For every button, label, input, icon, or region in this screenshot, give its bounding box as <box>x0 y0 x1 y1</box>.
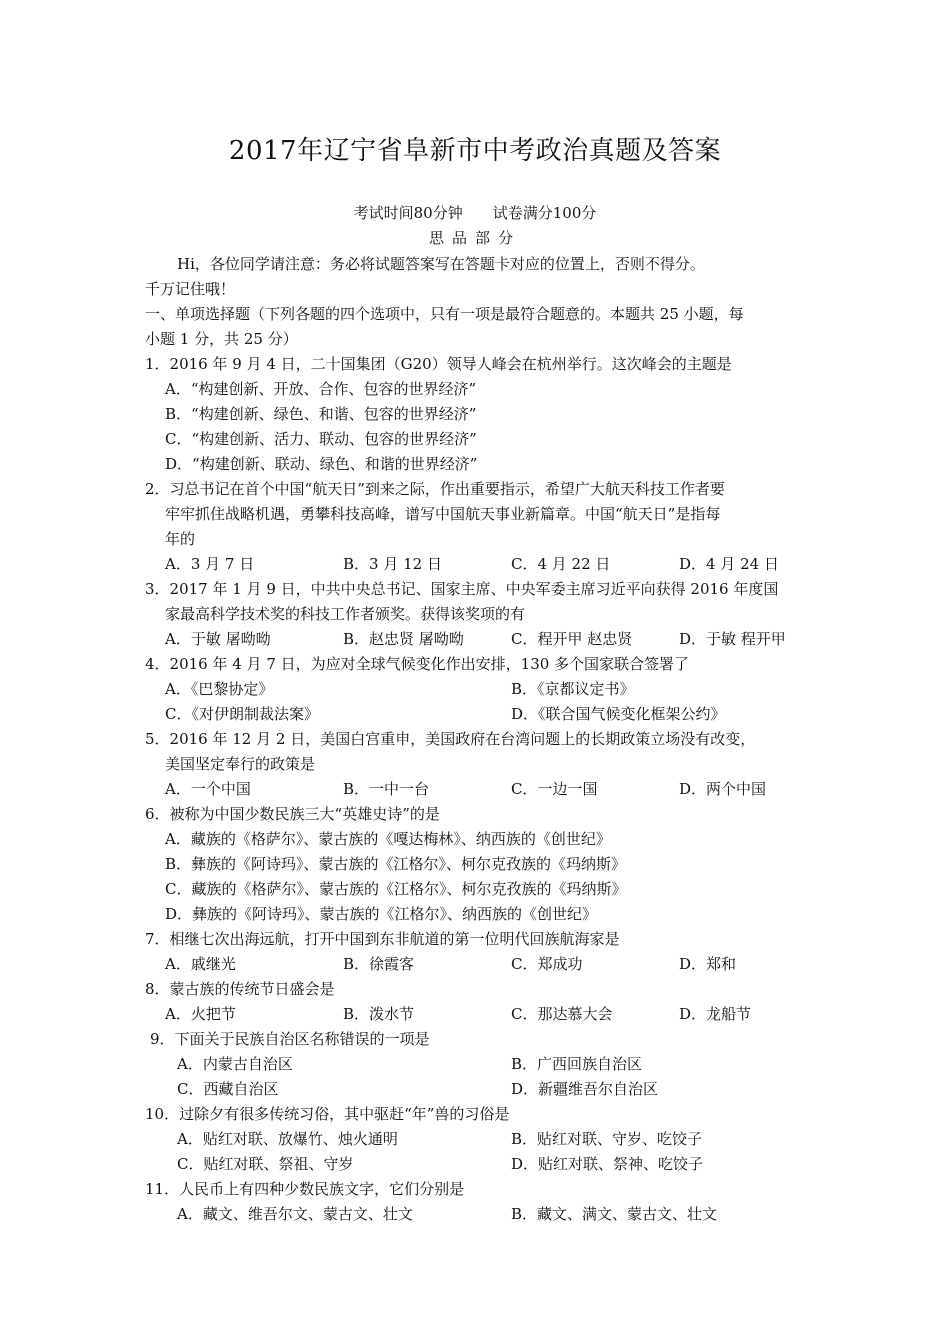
answer-option: D．新疆维吾尔自治区 <box>511 1080 659 1098</box>
question-stem: 家最高科学技术奖的科技工作者颁奖。获得该奖项的有 <box>165 605 526 623</box>
answer-option: D．郑和 <box>679 955 737 973</box>
exam-meta: 考试时间80分钟 试卷满分100分 <box>353 204 597 222</box>
answer-option: A．3 月 7 日 <box>165 555 255 573</box>
answer-option: C．郑成功 <box>511 955 583 973</box>
question-stem: 美国坚定奉行的政策是 <box>165 755 316 773</box>
question-stem: 年的 <box>165 530 196 548</box>
answer-option: A．藏族的《格萨尔》、蒙古族的《嘎达梅林》、纳西族的《创世纪》 <box>165 830 611 848</box>
answer-option: A．内蒙古自治区 <box>177 1055 293 1073</box>
answer-option: D．龙船节 <box>679 1005 752 1023</box>
answer-option: C．一边一国 <box>511 780 598 798</box>
answer-option: B．广西回族自治区 <box>511 1055 643 1073</box>
answer-option: A．贴红对联、放爆竹、烛火通明 <box>177 1130 398 1148</box>
options-row <box>145 1002 815 1027</box>
options-row <box>145 702 815 727</box>
options-row <box>145 677 815 702</box>
answer-option: D．彝族的《阿诗玛》、蒙古族的《江格尔》、纳西族的《创世纪》 <box>165 905 598 923</box>
options-row <box>145 627 815 652</box>
question-stem: 5．2016 年 12 月 2 日，美国白宫重申，美国政府在台湾问题上的长期政策立场没有改变， <box>145 730 756 748</box>
question-stem: 8．蒙古族的传统节日盛会是 <box>145 980 335 998</box>
answer-option: B．“构建创新、绿色、和谐、包容的世界经济” <box>165 405 477 423</box>
question-stem: 6．被称为中国少数民族三大“英雄史诗”的是 <box>145 805 440 823</box>
notice-line: 千万记住哦！ <box>145 280 236 298</box>
options-row <box>145 777 815 802</box>
answer-option: A．一个中国 <box>165 780 251 798</box>
answer-option: B．3 月 12 日 <box>343 555 442 573</box>
answer-option: D．贴红对联、祭神、吃饺子 <box>511 1155 704 1173</box>
options-row <box>145 552 815 577</box>
question-stem: 2．习总书记在首个中国“航天日”到来之际，作出重要指示，希望广大航天科技工作者要 <box>145 480 725 498</box>
answer-option: D．4 月 24 日 <box>679 555 779 573</box>
question-stem: 4．2016 年 4 月 7 日，为应对全球气候变化作出安排，130 多个国家联合签署了 <box>145 655 690 673</box>
options-row <box>145 1052 815 1077</box>
answer-option: C．4 月 22 日 <box>511 555 611 573</box>
question-stem: 11．人民币上有四种少数民族文字，它们分别是 <box>145 1180 465 1198</box>
options-row <box>145 1202 815 1227</box>
answer-option: C．贴红对联、祭祖、守岁 <box>177 1155 354 1173</box>
answer-option: C．“构建创新、活力、联动、包容的世界经济” <box>165 430 477 448</box>
options-row <box>145 1152 815 1177</box>
answer-option: A．藏文、维吾尔文、蒙古文、壮文 <box>177 1205 413 1223</box>
question-stem: 1．2016 年 9 月 4 日，二十国集团（G20）领导人峰会在杭州举行。这次峰会的主题是 <box>145 355 732 373</box>
question-stem: 7．相继七次出海远航，打开中国到东非航道的第一位明代回族航海家是 <box>145 930 620 948</box>
answer-option: A．于敏 屠呦呦 <box>165 630 271 648</box>
answer-option: B．泼水节 <box>343 1005 415 1023</box>
answer-option: C．程开甲 赵忠贤 <box>511 630 633 648</box>
answer-option: D．“构建创新、联动、绿色、和谐的世界经济” <box>165 455 478 473</box>
answer-option: B．徐霞客 <box>343 955 415 973</box>
question-stem: 9．下面关于民族自治区名称错误的一项是 <box>150 1030 430 1048</box>
answer-option: B．《京都议定书》 <box>511 680 635 698</box>
answer-option: C．《对伊朗制裁法案》 <box>165 705 319 723</box>
options-row <box>145 1077 815 1102</box>
options-row <box>145 1127 815 1152</box>
answer-option: D．《联合国气候变化框架公约》 <box>511 705 726 723</box>
answer-option: D．于敏 程开甲 <box>679 630 786 648</box>
answer-option: A．火把节 <box>165 1005 236 1023</box>
options-row <box>145 952 815 977</box>
answer-option: A．“构建创新、开放、合作、包容的世界经济” <box>165 380 477 398</box>
answer-option: C．那达慕大会 <box>511 1005 613 1023</box>
answer-option: C．藏族的《格萨尔》、蒙古族的《江格尔》、柯尔克孜族的《玛纳斯》 <box>165 880 627 898</box>
answer-option: A．《巴黎协定》 <box>165 680 274 698</box>
section-heading: 思品部分 <box>428 229 521 247</box>
answer-option: B．贴红对联、守岁、吃饺子 <box>511 1130 703 1148</box>
question-stem: 牢牢抓住战略机遇，勇攀科技高峰，谱写中国航天事业新篇章。中国“航天日”是指每 <box>165 505 721 523</box>
answer-option: B．藏文、满文、蒙古文、壮文 <box>511 1205 718 1223</box>
question-stem: 10．过除夕有很多传统习俗，其中驱赶“年”兽的习俗是 <box>145 1105 510 1123</box>
answer-option: A．戚继光 <box>165 955 236 973</box>
part-heading: 小题 1 分，共 25 分） <box>145 330 298 348</box>
answer-option: D．两个中国 <box>679 780 767 798</box>
answer-option: B．彝族的《阿诗玛》、蒙古族的《江格尔》、柯尔克孜族的《玛纳斯》 <box>165 855 627 873</box>
answer-option: B．一中一台 <box>343 780 430 798</box>
exam-body <box>145 252 815 1227</box>
answer-option: B．赵忠贤 屠呦呦 <box>343 630 464 648</box>
question-stem: 3．2017 年 1 月 9 日，中共中央总书记、国家主席、中央军委主席习近平向获得 2016 年度国 <box>145 580 779 598</box>
document-title: 2017年辽宁省阜新市中考政治真题及答案 <box>228 136 722 166</box>
notice-line: Hi，各位同学请注意：务必将试题答案写在答题卡对应的位置上，否则不得分。 <box>177 255 705 273</box>
part-heading: 一、单项选择题（下列各题的四个选项中，只有一项是最符合题意的。本题共 25 小题，每 <box>145 305 744 323</box>
answer-option: C．西藏自治区 <box>177 1080 279 1098</box>
